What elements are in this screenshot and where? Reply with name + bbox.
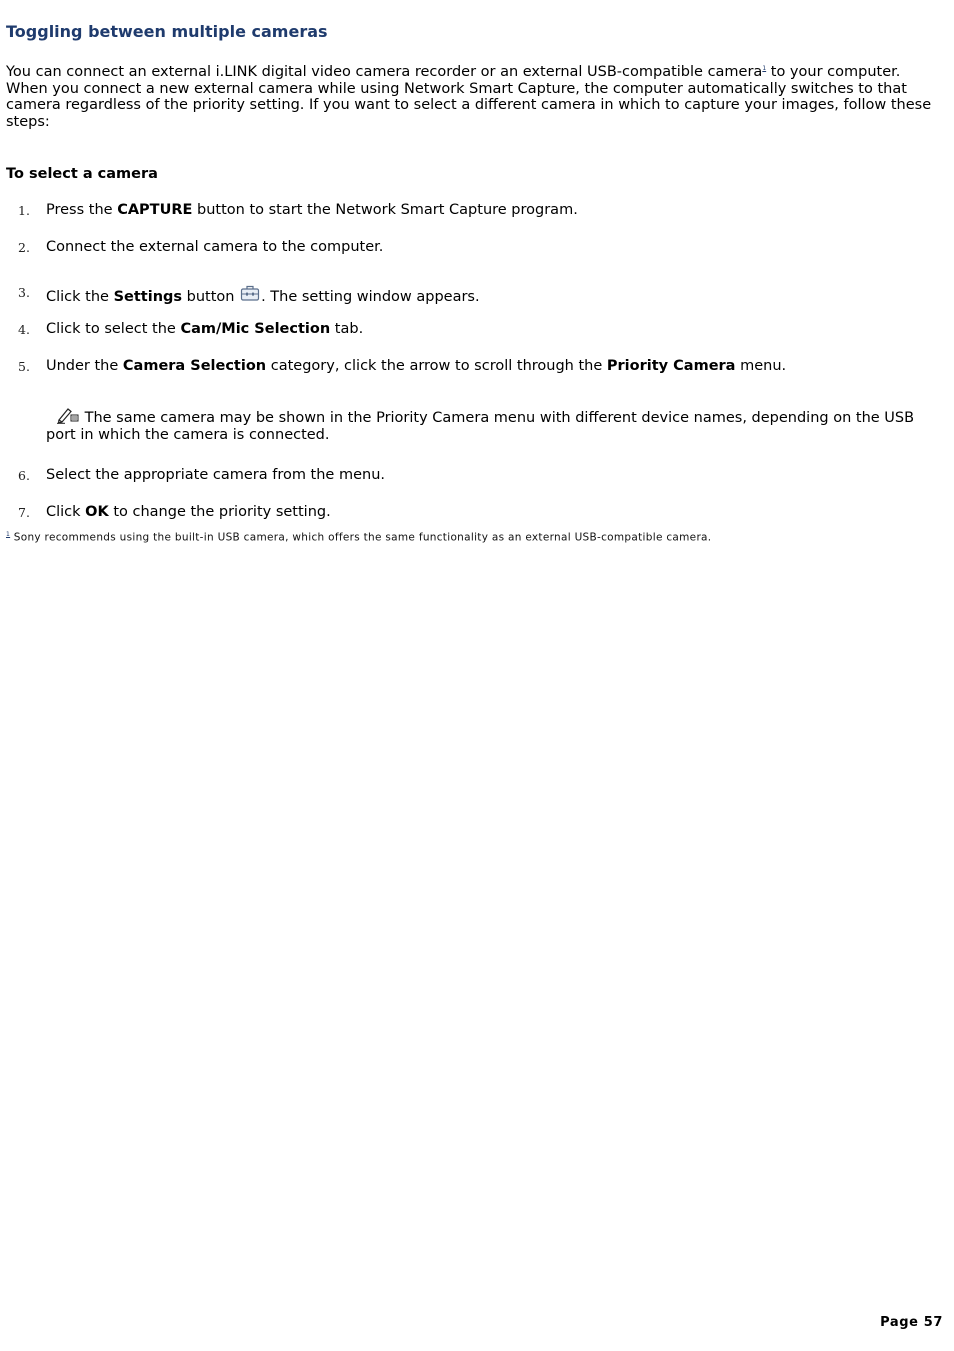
section-heading: To select a camera (6, 166, 158, 182)
step-number: 3. (18, 285, 30, 300)
priority-camera-label: Priority Camera (606, 358, 736, 374)
ok-button-label: OK (85, 504, 109, 520)
step-text: Click the Settings button . The setting window appears. (46, 284, 480, 305)
intro-text-end: to your computer. When you connect a new external camera while using Network Smart Capture, the computer automatically switches to that camera regardless of the priority setting. If you want to select a different camera in which to capture your images, follow these steps: (6, 64, 932, 130)
step-number: 5. (18, 359, 30, 374)
settings-button-label: Settings (113, 289, 183, 305)
step-number: 6. (18, 468, 30, 483)
note-text: The same camera may be shown in the Priority Camera menu with different device names, depending on the USB port in which the camera is connected. (46, 410, 915, 443)
step-text: Under the Camera Selection category, click the arrow to scroll through the Priority Camera menu. (46, 358, 787, 374)
intro-paragraph (6, 64, 946, 130)
note-block (46, 406, 946, 443)
step-text: Click OK to change the priority setting. (46, 504, 331, 520)
intro-text-start: You can connect an external i.LINK digital video camera recorder or an external USB-compatible camera (6, 64, 763, 80)
step-number: 7. (18, 505, 30, 520)
note-pen-icon (56, 406, 80, 424)
step-text: Connect the external camera to the computer. (46, 239, 384, 255)
step-text: Press the CAPTURE button to start the Network Smart Capture program. (46, 202, 578, 218)
step-number: 2. (18, 240, 30, 255)
step-number: 4. (18, 322, 30, 337)
page-title: Toggling between multiple cameras (6, 22, 328, 41)
camera-selection-label: Camera Selection (122, 358, 267, 374)
cam-mic-tab-label: Cam/Mic Selection (180, 321, 331, 337)
step-text: Click to select the Cam/Mic Selection tab. (46, 321, 364, 337)
footnote-link[interactable]: 1 (762, 65, 767, 73)
step-text: Select the appropriate camera from the menu. (46, 467, 386, 483)
settings-toolbox-icon (240, 284, 260, 302)
step-number: 1. (18, 203, 30, 218)
footnote (6, 531, 711, 544)
footnote-anchor-link[interactable]: 1 (6, 531, 11, 538)
capture-button-label: CAPTURE (117, 202, 193, 218)
page-number: Page 57 (880, 1315, 943, 1330)
footnote-text: Sony recommends using the built-in USB camera, which offers the same functionality as an external USB-compatible camera. (10, 531, 712, 544)
